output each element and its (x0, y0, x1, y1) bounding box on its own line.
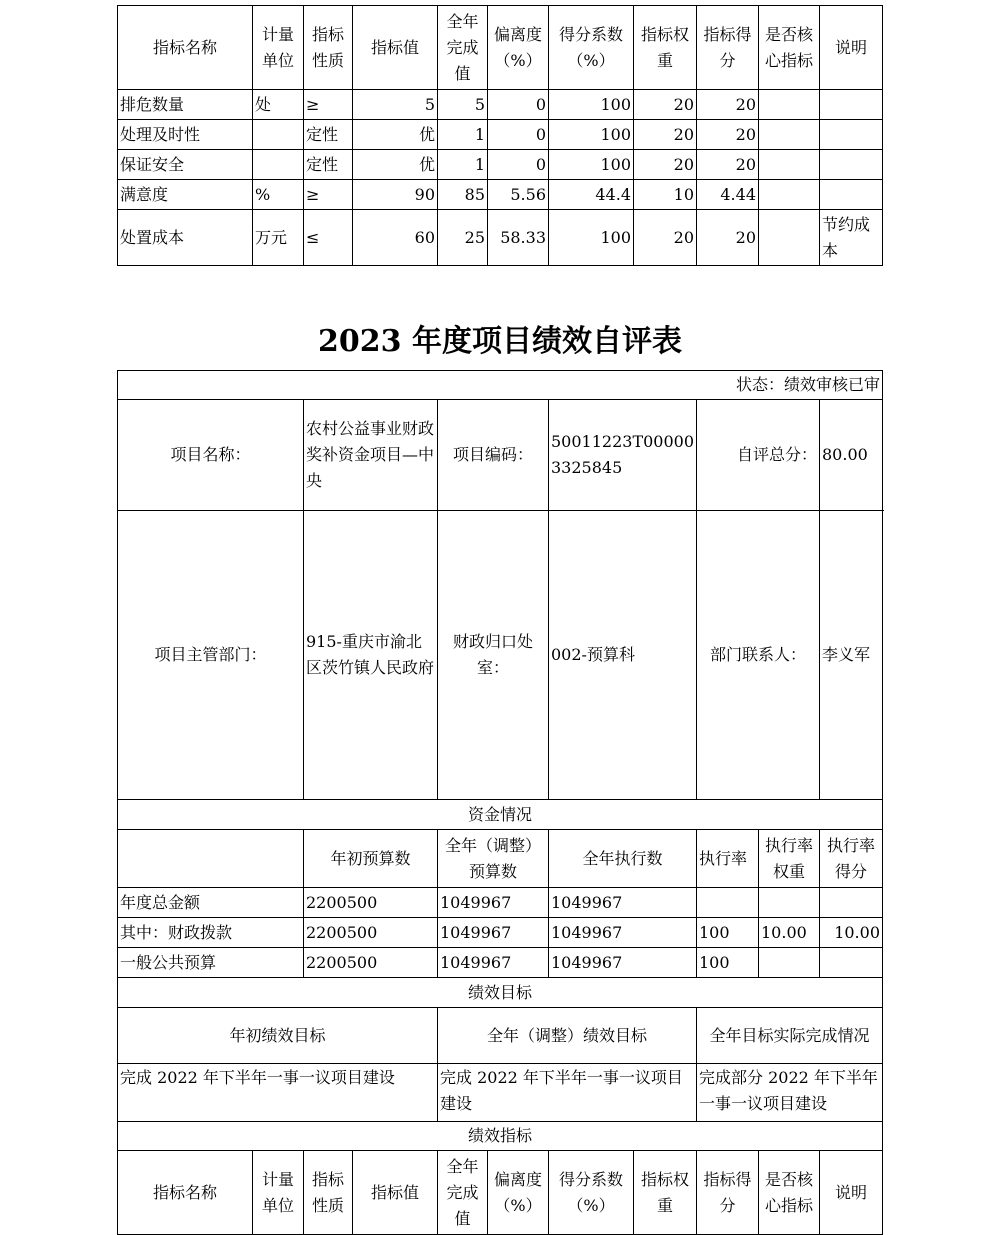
cell: 20 (697, 210, 759, 266)
goals-header-row (118, 1008, 883, 1064)
table-row (118, 120, 883, 150)
cell (820, 90, 883, 120)
cell: ≤ (304, 210, 353, 266)
table-row (118, 150, 883, 180)
funds-header-adjusted: 全年（调整）预算数 (438, 830, 549, 888)
header-indicator-name: 指标名称 (118, 6, 253, 90)
cell: ≥ (304, 90, 353, 120)
header-value: 指标值 (353, 1151, 438, 1235)
self-score-label: 自评总分： (697, 400, 820, 511)
header-value: 指标值 (353, 6, 438, 90)
cell (759, 150, 820, 180)
cell: 1049967 (549, 888, 697, 918)
cell: 1049967 (438, 948, 549, 978)
cell: 0 (488, 120, 549, 150)
finance-office-label: 财政归口处室： (438, 511, 549, 800)
funds-row-label: 其中：财政拨款 (118, 918, 304, 948)
cell: 10.00 (759, 918, 820, 948)
table-row (118, 948, 883, 978)
header-unit: 计量单位 (253, 6, 304, 90)
cell: 0 (488, 150, 549, 180)
cell: 2200500 (304, 948, 438, 978)
cell: 100 (697, 918, 759, 948)
header-nature: 指标性质 (304, 1151, 353, 1235)
cell: % (253, 180, 304, 210)
finance-office-value: 002-预算科 (549, 511, 697, 800)
goal-adjusted: 完成 2022 年下半年一事一议项目建设 (438, 1064, 697, 1122)
funds-section-title: 资金情况 (118, 800, 883, 830)
table-row (118, 90, 883, 120)
contact-value: 李义军 (820, 511, 883, 800)
cell: 85 (438, 180, 488, 210)
cell: 排危数量 (118, 90, 253, 120)
cell: 1049967 (549, 948, 697, 978)
cell: 5 (438, 90, 488, 120)
header-weight: 指标权重 (634, 6, 697, 90)
dept-label: 项目主管部门： (118, 511, 304, 800)
self-score-value: 80.00 (820, 400, 883, 511)
cell (759, 948, 820, 978)
cell: 4.44 (697, 180, 759, 210)
cell (820, 150, 883, 180)
cell: 处置成本 (118, 210, 253, 266)
status-text: 状态：绩效审核已审 (118, 371, 883, 400)
header-score: 指标得分 (697, 6, 759, 90)
cell: 保证安全 (118, 150, 253, 180)
cell: 60 (353, 210, 438, 266)
cell: 1049967 (549, 918, 697, 948)
goal-header-initial: 年初绩效目标 (118, 1008, 438, 1064)
cell: 满意度 (118, 180, 253, 210)
cell: 100 (549, 90, 634, 120)
table-row (118, 918, 883, 948)
cell: 20 (634, 120, 697, 150)
cell (759, 180, 820, 210)
project-dept-row (118, 511, 883, 800)
cell (820, 888, 883, 918)
header-core: 是否核心指标 (759, 6, 820, 90)
cell (759, 210, 820, 266)
cell (820, 948, 883, 978)
indicators-section-row (118, 1122, 883, 1151)
cell (759, 120, 820, 150)
cell: 1 (438, 120, 488, 150)
header-note: 说明 (820, 6, 883, 90)
cell: 44.4 (549, 180, 634, 210)
indicators-section-title: 绩效指标 (118, 1122, 883, 1151)
goal-actual: 完成部分 2022 年下半年一事一议项目建设 (697, 1064, 883, 1122)
cell: 1 (438, 150, 488, 180)
table-row (118, 888, 883, 918)
contact-label: 部门联系人： (697, 511, 820, 800)
cell: 20 (697, 90, 759, 120)
header-weight: 指标权重 (634, 1151, 697, 1235)
goal-initial: 完成 2022 年下半年一事一议项目建设 (118, 1064, 438, 1122)
cell (820, 180, 883, 210)
cell: 90 (353, 180, 438, 210)
header-completed: 全年完成值 (438, 6, 488, 90)
cell: 定性 (304, 150, 353, 180)
cell (253, 120, 304, 150)
cell: 20 (634, 150, 697, 180)
header-note: 说明 (820, 1151, 883, 1235)
goals-value-row (118, 1064, 883, 1122)
table-row (118, 210, 883, 266)
cell: 100 (549, 210, 634, 266)
cell: 1049967 (438, 918, 549, 948)
cell: 2200500 (304, 888, 438, 918)
cell: 处 (253, 90, 304, 120)
page-title: 2023 年度项目绩效自评表 (318, 324, 682, 359)
cell: 20 (634, 210, 697, 266)
project-name-row (118, 400, 883, 511)
status-row (118, 371, 883, 400)
funds-row-label: 年度总金额 (118, 888, 304, 918)
goals-section-row (118, 978, 883, 1008)
header-core: 是否核心指标 (759, 1151, 820, 1235)
cell: 58.33 (488, 210, 549, 266)
cell: 万元 (253, 210, 304, 266)
cell: 5 (353, 90, 438, 120)
header-coefficient: 得分系数（%） (549, 6, 634, 90)
funds-row-label: 一般公共预算 (118, 948, 304, 978)
cell: 2200500 (304, 918, 438, 948)
cell: 10 (634, 180, 697, 210)
cell: 20 (634, 90, 697, 120)
header-score: 指标得分 (697, 1151, 759, 1235)
cell (759, 90, 820, 120)
cell: 定性 (304, 120, 353, 150)
project-code-value: 50011223T000003325845 (549, 400, 697, 511)
funds-header-row (118, 830, 883, 888)
cell: 20 (697, 120, 759, 150)
cell: ≥ (304, 180, 353, 210)
cell: 100 (549, 120, 634, 150)
funds-header-rate-score: 执行率得分 (820, 830, 883, 888)
table-header-row (118, 6, 883, 90)
indicators-header-row (118, 1151, 883, 1235)
goal-header-adjusted: 全年（调整）绩效目标 (438, 1008, 697, 1064)
header-deviation: 偏离度（%） (488, 6, 549, 90)
cell-note: 节约成本 (820, 210, 883, 266)
cell: 5.56 (488, 180, 549, 210)
cell: 处理及时性 (118, 120, 253, 150)
header-coefficient: 得分系数（%） (549, 1151, 634, 1235)
indicator-table-top (117, 5, 883, 266)
cell: 25 (438, 210, 488, 266)
cell: 20 (697, 150, 759, 180)
cell (253, 150, 304, 180)
project-code-label: 项目编码： (438, 400, 549, 511)
project-name-value: 农村公益事业财政奖补资金项目—中央 (304, 400, 438, 511)
header-deviation: 偏离度（%） (488, 1151, 549, 1235)
cell: 100 (697, 948, 759, 978)
cell (697, 888, 759, 918)
cell (820, 120, 883, 150)
cell: 优 (353, 120, 438, 150)
cell: 10.00 (820, 918, 883, 948)
goal-header-actual: 全年目标实际完成情况 (697, 1008, 883, 1064)
header-unit: 计量单位 (253, 1151, 304, 1235)
dept-value: 915-重庆市渝北区茨竹镇人民政府 (304, 511, 438, 800)
funds-header-rate-weight: 执行率权重 (759, 830, 820, 888)
cell: 1049967 (438, 888, 549, 918)
funds-header-executed: 全年执行数 (549, 830, 697, 888)
funds-header-rate: 执行率 (697, 830, 759, 888)
cell: 0 (488, 90, 549, 120)
funds-section-row (118, 800, 883, 830)
funds-header-initial: 年初预算数 (304, 830, 438, 888)
funds-header-empty (118, 830, 304, 888)
cell (759, 888, 820, 918)
table-row (118, 180, 883, 210)
cell: 优 (353, 150, 438, 180)
cell: 100 (549, 150, 634, 180)
header-nature: 指标性质 (304, 6, 353, 90)
header-completed: 全年完成值 (438, 1151, 488, 1235)
project-name-label: 项目名称： (118, 400, 304, 511)
self-evaluation-table (117, 370, 883, 1235)
goals-section-title: 绩效目标 (118, 978, 883, 1008)
header-indicator-name: 指标名称 (118, 1151, 253, 1235)
